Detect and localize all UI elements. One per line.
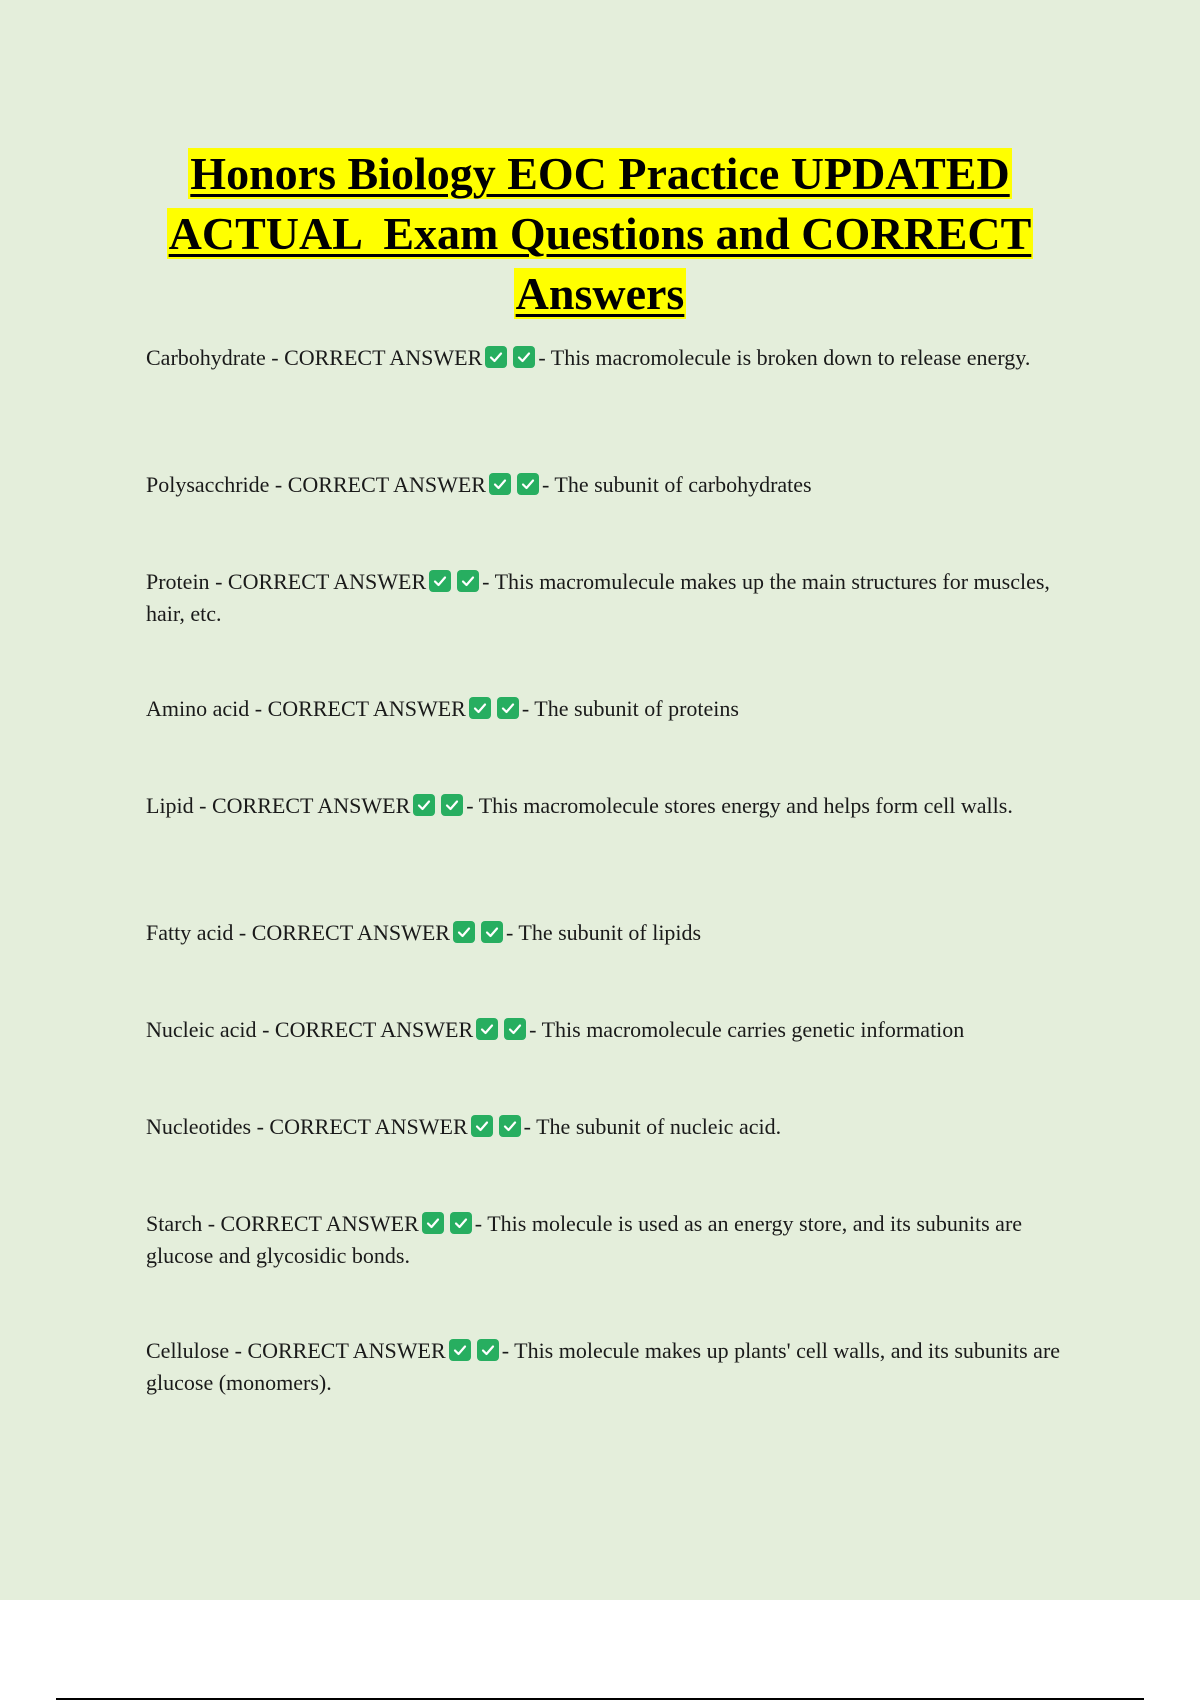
qa-answer: The subunit of nucleic acid. <box>536 1114 782 1139</box>
check-box-icon <box>469 697 491 719</box>
qa-term: Nucleic acid <box>146 1017 257 1042</box>
title-line-2: ACTUAL Exam Questions and CORRECT <box>168 208 1032 259</box>
qa-term: Amino acid <box>146 696 250 721</box>
answer-label: CORRECT ANSWER <box>267 696 466 721</box>
answer-label: CORRECT ANSWER <box>287 472 486 497</box>
qa-answer: The subunit of carbohydrates <box>554 472 812 497</box>
qa-answer: The subunit of lipids <box>518 920 702 945</box>
check-box-icon <box>489 473 511 495</box>
check-box-icon <box>485 346 507 368</box>
check-box-icon <box>457 570 479 592</box>
check-box-icon <box>429 570 451 592</box>
qa-term: Carbohydrate <box>146 345 266 370</box>
title-line-3: Answers <box>515 268 685 319</box>
check-box-icon <box>441 794 463 816</box>
title-line-1: Honors Biology EOC Practice UPDATED <box>190 148 1010 199</box>
check-box-icon <box>499 1115 521 1137</box>
qa-item: Cellulose - CORRECT ANSWER - This molecule makes up plants' cell walls, and its subunits are glucose (monomers). <box>146 1338 1061 1395</box>
qa-item: Carbohydrate - CORRECT ANSWER - This macromolecule is broken down to release energy. <box>146 345 1031 370</box>
check-box-icon <box>497 697 519 719</box>
check-box-icon <box>476 1018 498 1040</box>
check-box-icon <box>481 921 503 943</box>
qa-term: Protein <box>146 569 210 594</box>
qa-item: Lipid - CORRECT ANSWER - This macromolecule stores energy and helps form cell walls. <box>146 793 1013 818</box>
qa-answer: This macromolecule stores energy and helps form cell walls. <box>478 793 1013 818</box>
check-box-icon <box>450 1212 472 1234</box>
qa-item: Polysacchride - CORRECT ANSWER - The subunit of carbohydrates <box>146 472 812 497</box>
answer-label: CORRECT ANSWER <box>212 793 411 818</box>
qa-term: Starch <box>146 1211 203 1236</box>
check-box-icon <box>477 1339 499 1361</box>
qa-answer: This macromulecule makes up the main structures for muscles, hair, etc. <box>146 569 1050 626</box>
qa-item: Nucleotides - CORRECT ANSWER - The subunit of nucleic acid. <box>146 1114 782 1139</box>
check-box-icon <box>422 1212 444 1234</box>
qa-answer: This molecule is used as an energy store, and its subunits are glucose and glycosidic bonds. <box>146 1211 1023 1268</box>
qa-term: Cellulose <box>146 1338 230 1363</box>
qa-term: Polysacchride <box>146 472 270 497</box>
check-box-icon <box>504 1018 526 1040</box>
qa-answer: This macromolecule carries genetic information <box>541 1017 965 1042</box>
qa-item: Starch - CORRECT ANSWER - This molecule is used as an energy store, and its subunits are glucose and glycosidic bonds. <box>146 1211 1023 1268</box>
qa-answer: This molecule makes up plants' cell walls, and its subunits are glucose (monomers). <box>146 1338 1061 1395</box>
answer-label: CORRECT ANSWER <box>284 345 483 370</box>
qa-item: Protein - CORRECT ANSWER - This macromulecule makes up the main structures for muscles, hair, etc. <box>146 569 1050 626</box>
check-box-icon <box>453 921 475 943</box>
qa-item: Fatty acid - CORRECT ANSWER - The subunit of lipids <box>146 920 702 945</box>
answer-label: CORRECT ANSWER <box>274 1017 474 1042</box>
answer-label: CORRECT ANSWER <box>251 920 450 945</box>
qa-term: Fatty acid <box>146 920 234 945</box>
answer-label: CORRECT ANSWER <box>247 1338 446 1363</box>
qa-item: Amino acid - CORRECT ANSWER - The subunit of proteins <box>146 696 739 721</box>
answer-label: CORRECT ANSWER <box>220 1211 419 1236</box>
answer-label: CORRECT ANSWER <box>269 1114 468 1139</box>
qa-item: Nucleic acid - CORRECT ANSWER - This macromolecule carries genetic information <box>146 1017 965 1042</box>
check-box-icon <box>513 346 535 368</box>
qa-answer: The subunit of proteins <box>534 696 739 721</box>
check-box-icon <box>449 1339 471 1361</box>
check-box-icon <box>471 1115 493 1137</box>
check-box-icon <box>413 794 435 816</box>
document-title <box>120 144 1080 324</box>
qa-term: Nucleotides <box>146 1114 252 1139</box>
qa-answer: This macromolecule is broken down to release energy. <box>550 345 1031 370</box>
answer-label: CORRECT ANSWER <box>227 569 427 594</box>
check-box-icon <box>517 473 539 495</box>
qa-term: Lipid <box>146 793 194 818</box>
